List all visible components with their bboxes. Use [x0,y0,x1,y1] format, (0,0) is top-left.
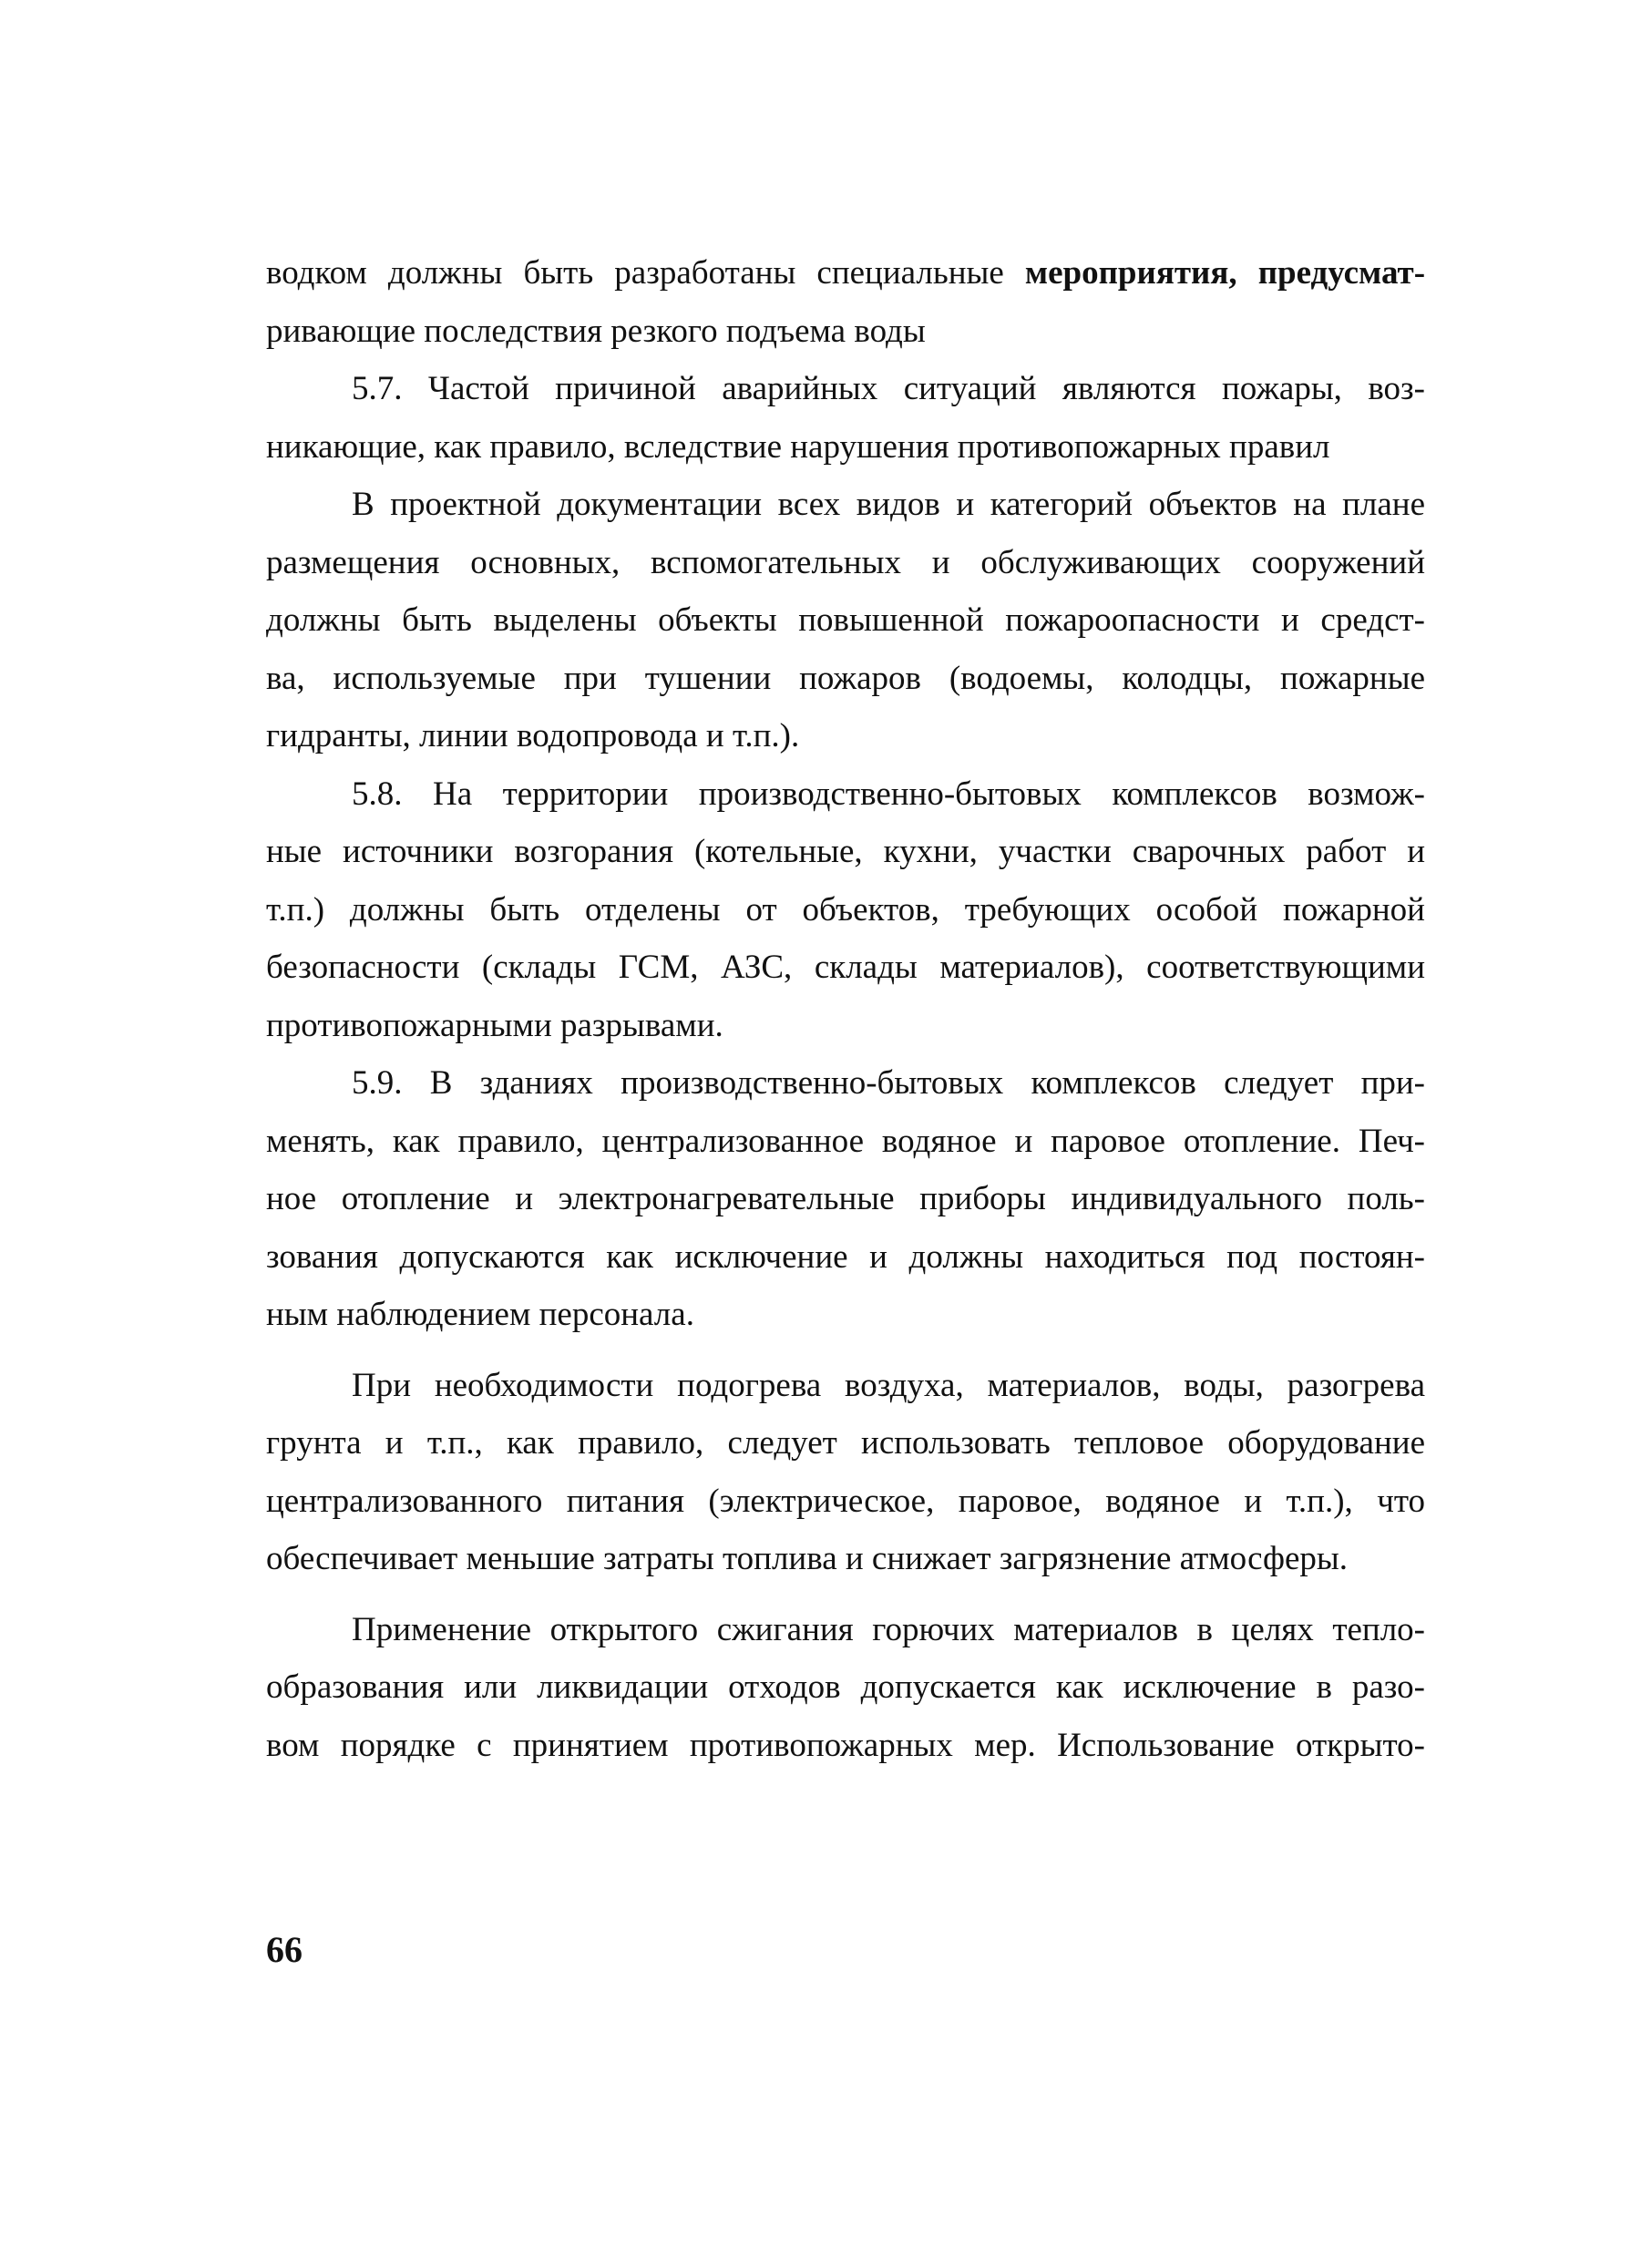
paragraph-5-8-line [266,997,1425,1055]
text-run: обеспечивает меньшие затраты топлива и снижает загрязнение атмосферы. [266,1540,1348,1577]
text-run: должны быть выделены объекты повышенной пожароопасности и средст- [266,601,1425,639]
paragraph-project-docs-line [266,534,1425,592]
text-run: гидранты, линии водопровода и т.п.). [266,717,800,754]
paragraph-5-9-line [266,1228,1425,1287]
text-run: При необходимости подогрева воздуха, материалов, воды, разогрева [352,1366,1425,1404]
text-run: 5.8. На территории производственно-бытовых комплексов возмож- [352,775,1425,813]
paragraph-project-docs [266,476,1425,534]
paragraph-heating-line [266,1473,1425,1531]
text-run: ное отопление и электронагревательные приборы индивидуального поль- [266,1180,1425,1217]
paragraph-open-burning-line [266,1658,1425,1717]
text-run: т.п.) должны быть отделены от объектов, требующих особой пожарной [266,890,1425,929]
paragraph-5-9-line [266,1286,1425,1344]
text-run: никающие, как правило, вследствие нарушения противопожарных правил [266,427,1330,466]
paragraph-heating-line [266,1530,1425,1588]
paragraph-5-9 [266,1054,1425,1113]
paragraph-open-burning-line [266,1717,1425,1775]
paragraph-5-8 [266,765,1425,824]
text-run: зования допускаются как исключение и должны находиться под постоян- [266,1237,1425,1276]
paragraph-project-docs-line [266,591,1425,650]
text-run-bold: мероприятия, предусмат- [1024,254,1426,292]
text-run: ным наблюдением персонала. [266,1296,694,1333]
paragraph-5-7 [266,360,1425,418]
text-run: противопожарными разрывами. [266,1006,723,1044]
text-run: менять, как правило, централизованное водяное и паровое отопление. Печ- [266,1122,1425,1160]
paragraph-5-8-line [266,939,1425,997]
paragraph-project-docs-line [266,650,1425,708]
paragraph-5-8-line [266,823,1425,881]
paragraph-heating-line [266,1414,1425,1473]
text-run: вом порядке с принятием противопожарных мер. Использование открыто- [266,1726,1425,1764]
text-run: В проектной документации всех видов и категорий объектов на плане [352,486,1425,523]
paragraph-open-burning [266,1601,1425,1659]
paragraph-5-7-line [266,418,1425,477]
text-run: безопасности (склады ГСМ, АЗС, склады материалов), соответствующими [266,949,1425,986]
paragraph-continuation [266,244,1425,303]
text-run: ва, используемые при тушении пожаров (водоемы, колодцы, пожарные [266,659,1425,697]
paragraph-5-8-line [266,881,1425,939]
paragraph-5-9-line [266,1170,1425,1228]
text-run: водком должны быть разработаны специальные [266,254,1025,292]
text-run: 5.7. Частой причиной аварийных ситуаций являются пожары, воз- [352,370,1425,407]
paragraph-heating [266,1357,1425,1415]
paragraph-5-9-line [266,1113,1425,1171]
text-run: Применение открытого сжигания горючих материалов в целях тепло- [352,1610,1425,1648]
text-run: размещения основных, вспомогательных и обслуживающих сооружений [266,543,1425,581]
text-run: централизованного питания (электрическое, паровое, водяное и т.п.), что [266,1482,1425,1520]
page-number: 66 [266,1929,303,1970]
text-run: ривающие последствия резкого подъема воды [266,312,926,350]
paragraph-project-docs-line [266,707,1425,765]
body-text [266,244,1425,1774]
text-run: грунта и т.п., как правило, следует использовать тепловое оборудование [266,1424,1425,1462]
text-run: образования или ликвидации отходов допускается как исключение в разо- [266,1668,1425,1706]
paragraph-continuation-line [266,303,1425,361]
text-run: 5.9. В зданиях производственно-бытовых комплексов следует при- [352,1064,1425,1102]
text-run: ные источники возгорания (котельные, кухни, участки сварочных работ и [266,833,1425,870]
